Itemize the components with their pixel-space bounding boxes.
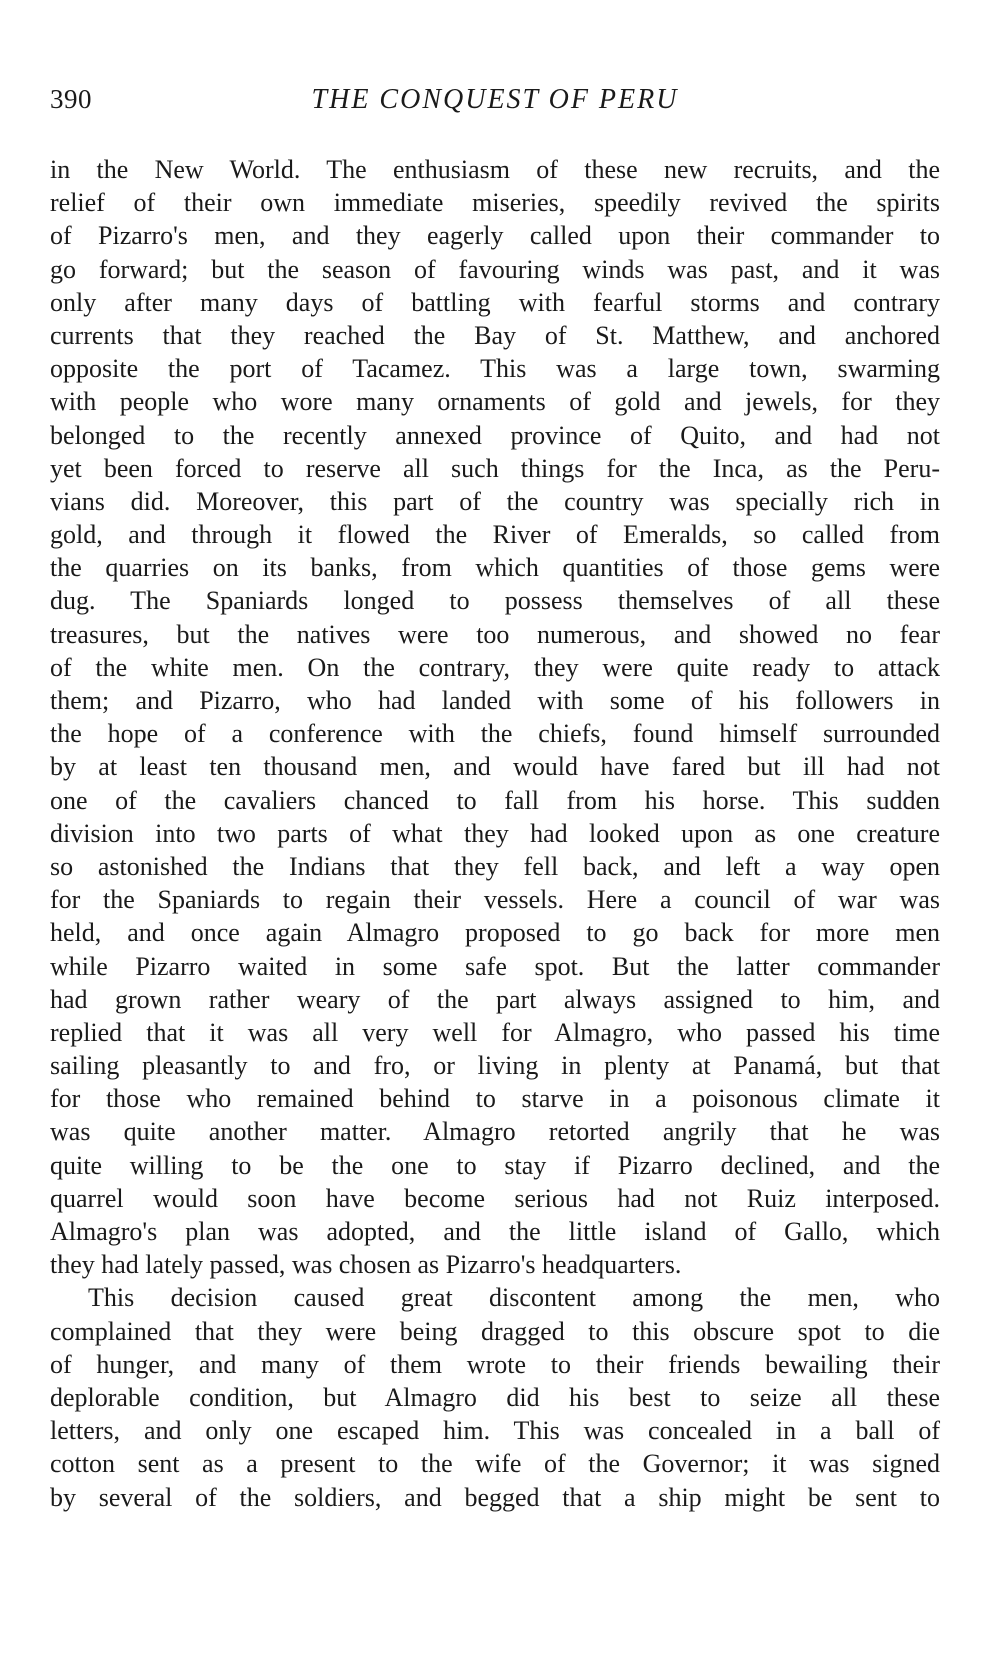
text-line: for the Spaniards to regain their vessels. Here a council of war was — [50, 885, 940, 915]
page-header — [50, 84, 940, 124]
text-line: in the New World. The enthusiasm of these new recruits, and the — [50, 155, 940, 184]
text-line: was quite another matter. Almagro retorted angrily that he was — [50, 1117, 940, 1147]
text-line: yet been forced to reserve all such things for the Inca, as the Peru- — [50, 453, 940, 483]
text-line: vians did. Moreover, this part of the country was specially rich in — [50, 486, 940, 516]
text-line: so astonished the Indians that they fell back, and left a way open — [50, 851, 940, 881]
text-line: sailing pleasantly to and fro, or living in plenty at Panamá, but that — [50, 1051, 940, 1081]
text-line: by several of the soldiers, and begged that a ship might be sent to — [50, 1482, 940, 1512]
text-line: of Pizarro's men, and they eagerly called upon their commander to — [50, 221, 940, 251]
text-line: they had lately passed, was chosen as Pizarro's headquarters. — [50, 1250, 682, 1280]
text-line: by at least ten thousand men, and would have fared but ill had not — [50, 752, 940, 782]
text-line: Almagro's plan was adopted, and the little island of Gallo, which — [50, 1217, 940, 1246]
text-line: held, and once again Almagro proposed to go back for more men — [50, 918, 940, 948]
text-line: quarrel would soon have become serious had not Ruiz interposed. — [50, 1183, 940, 1213]
text-line: the hope of a conference with the chiefs, found himself surrounded — [50, 719, 940, 749]
body-text — [50, 153, 940, 1514]
paragraph — [50, 153, 940, 1281]
text-line: for those who remained behind to starve in a poisonous climate it — [50, 1084, 940, 1114]
text-line: division into two parts of what they had looked upon as one creature — [50, 818, 940, 848]
text-line: of the white men. On the contrary, they were quite ready to attack — [50, 652, 940, 682]
text-line: with people who wore many ornaments of gold and jewels, for they — [50, 387, 940, 417]
text-line: one of the cavaliers chanced to fall from his horse. This sudden — [50, 785, 940, 815]
text-line: go forward; but the season of favouring winds was past, and it was — [50, 254, 940, 284]
text-line: had grown rather weary of the part always assigned to him, and — [50, 984, 940, 1014]
text-line: This decision caused great discontent among the men, who — [88, 1283, 940, 1313]
text-line: belonged to the recently annexed province of Quito, and had not — [50, 420, 940, 450]
text-line: quite willing to be the one to stay if Pizarro declined, and the — [50, 1150, 940, 1180]
paragraph — [50, 1281, 940, 1513]
text-line: opposite the port of Tacamez. This was a large town, swarming — [50, 354, 940, 384]
page-number: 390 — [50, 84, 92, 114]
text-line: gold, and through it flowed the River of Emeralds, so called from — [50, 520, 940, 550]
text-line: deplorable condition, but Almagro did his best to seize all these — [50, 1382, 940, 1412]
text-line: treasures, but the natives were too numerous, and showed no fear — [50, 619, 940, 649]
text-line: relief of their own immediate miseries, speedily revived the spirits — [50, 188, 940, 218]
text-line: only after many days of battling with fearful storms and contrary — [50, 287, 940, 317]
text-line: cotton sent as a present to the wife of the Governor; it was signed — [50, 1449, 940, 1479]
text-line: while Pizarro waited in some safe spot. But the latter commander — [50, 951, 940, 981]
text-line: letters, and only one escaped him. This was concealed in a ball of — [50, 1416, 940, 1446]
text-line: of hunger, and many of them wrote to their friends bewailing their — [50, 1349, 940, 1379]
text-line: dug. The Spaniards longed to possess themselves of all these — [50, 586, 940, 616]
text-line: the quarries on its banks, from which quantities of those gems were — [50, 553, 940, 583]
running-title: THE CONQUEST OF PERU — [311, 84, 679, 115]
text-line: them; and Pizarro, who had landed with some of his followers in — [50, 686, 940, 715]
text-line: replied that it was all very well for Almagro, who passed his time — [50, 1017, 940, 1047]
text-line: complained that they were being dragged to this obscure spot to die — [50, 1316, 940, 1346]
text-line: currents that they reached the Bay of St. Matthew, and anchored — [50, 320, 940, 350]
